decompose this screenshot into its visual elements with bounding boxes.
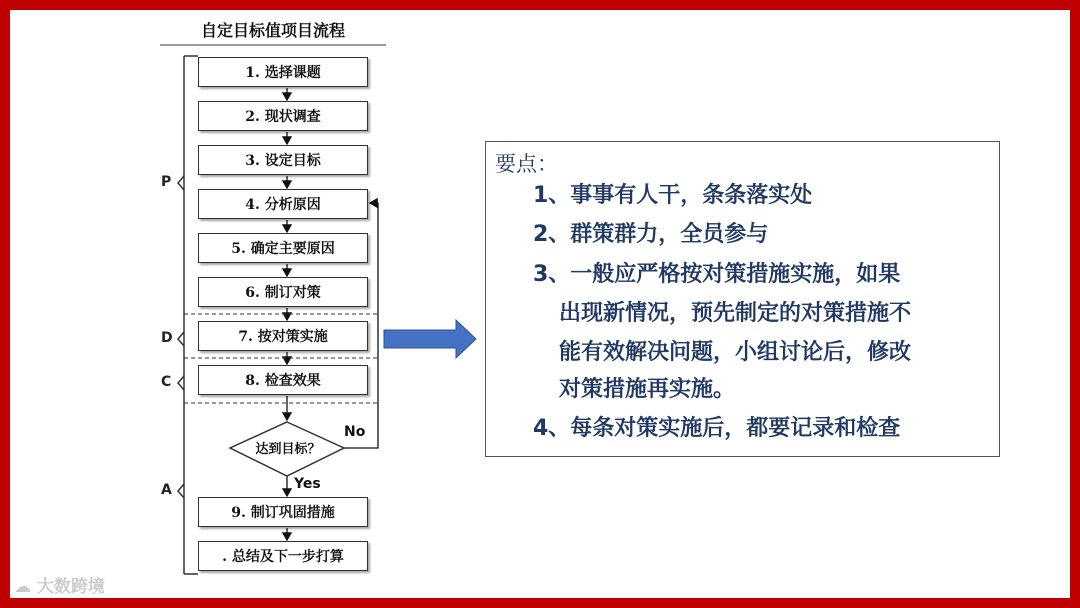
watermark-logo	[14, 572, 105, 597]
step-implement: 7. 按对策实施	[198, 321, 368, 351]
key-point-item: 3、一般应严格按对策措施实施，如果	[533, 262, 901, 287]
key-point-item: 1、事事有人干，条条落实处	[533, 183, 813, 208]
key-point-item: 能有效解决问题，小组讨论后，修改	[559, 340, 912, 365]
key-point-item: 4、每条对策实施后，都要记录和检查	[533, 416, 901, 441]
decision-label: 达到目标？	[255, 442, 321, 457]
key-point-item: 2、群策群力，全员参与	[533, 222, 769, 247]
step-main-causes: 5. 确定主要原因	[198, 233, 368, 263]
step-check-effect: 8. 检查效果	[198, 365, 368, 395]
phase-p-label: P	[161, 174, 172, 190]
phase-c-label: C	[161, 374, 172, 390]
title-underline	[160, 44, 386, 46]
step-summary-next: . 总结及下一步打算	[198, 541, 368, 571]
step-analyze-causes: 4. 分析原因	[198, 189, 368, 219]
phase-a-label: A	[161, 482, 172, 498]
key-points-heading: 要点：	[495, 152, 558, 176]
watermark-text: 大数跨境	[36, 577, 105, 597]
phase-d-label: D	[161, 330, 173, 346]
step-set-target: 3. 设定目标	[198, 145, 368, 175]
step-consolidate: 9. 制订巩固措施	[198, 497, 368, 527]
flowchart-title: 自定目标值项目流程	[200, 21, 345, 40]
step-select-topic: 1. 选择课题	[198, 57, 368, 87]
no-label: No	[344, 424, 366, 440]
yes-label: Yes	[294, 476, 321, 492]
key-point-item: 对策措施再实施。	[559, 377, 736, 402]
step-make-countermeasures: 6. 制订对策	[198, 277, 368, 307]
step-current-survey: 2. 现状调查	[198, 101, 368, 131]
watermark-icon: ☁	[14, 577, 37, 597]
key-point-item: 出现新情况，预先制定的对策措施不	[559, 301, 912, 326]
